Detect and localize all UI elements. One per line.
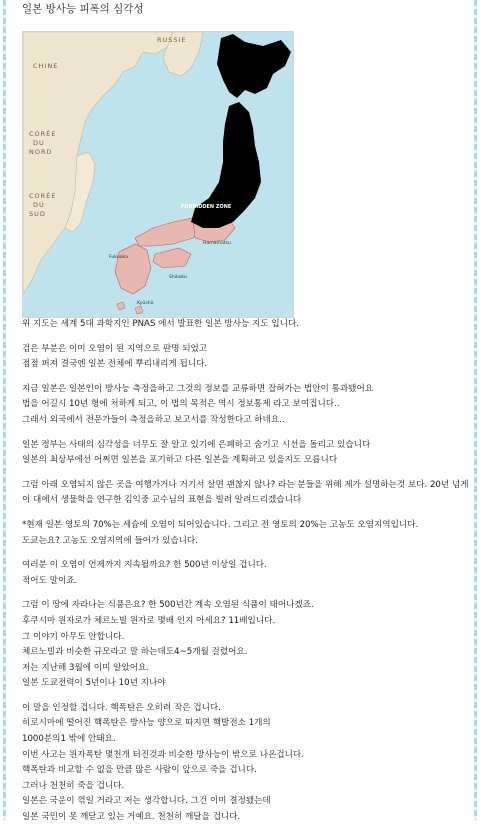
right-border-stripe bbox=[474, 0, 477, 820]
paragraph-line: 이번 사고는 원자폭탄 몇천개 터진것과 비슷한 방사능이 밖으로 나온겁니다. bbox=[22, 749, 304, 760]
paragraph-line: 검은 부분은 이미 오염이 된 지역으로 판명 되었고 bbox=[22, 343, 208, 354]
label-forbidden-zone: FORBIDDEN ZONE bbox=[181, 204, 232, 210]
paragraph-line: 이 말을 인정할 겁니다. 핵폭탄은 오히려 작은 겁니다. bbox=[22, 702, 221, 713]
paragraph-line: 히로시마에 떨어진 핵폭탄은 방사능 양으로 따지면 핵발전소 1개의 bbox=[22, 718, 271, 729]
left-border-stripe bbox=[3, 0, 6, 820]
paragraph-line: 핵폭탄과 비교할 수 없을 만큼 많은 사람이 앞으로 죽을 겁니다. bbox=[22, 765, 257, 776]
contamination-map bbox=[22, 31, 294, 318]
paragraph-line: 그러나 천천히 죽을 겁니다. bbox=[22, 780, 125, 791]
page-title: 일본 방사능 피폭의 심각성 bbox=[22, 3, 144, 15]
label-fukuoka: Fukuoka bbox=[109, 255, 128, 260]
paragraph-line: 그럼 아래 오염되지 않은 곳을 여행가거나 거기서 살면 괜찮지 않나? 라는 분들을 위해 제가 설명하는것 보다. 20년 넘게 이 대에서 생물학을 연구한 김익중 교수님의 표현을 빌려 알려드리겠습니다 bbox=[22, 479, 469, 506]
paragraph-line: 점점 퍼져 결국엔 일본 전체에 뿌리내리게 됩니다. bbox=[22, 359, 208, 370]
paragraph-line: 일본의 최상부에선 어쩌면 일본을 포기하고 다른 일본을 계획하고 있을지도 모릅니다 bbox=[22, 455, 338, 466]
paragraph-line: 일본은 국운이 꺾일 거라고 저는 생각합니다. 그건 이미 결정됐는데 bbox=[22, 796, 271, 807]
paragraph-line: 도쿄는요? 고농도 오염지역에 들어가 있습니다. bbox=[22, 535, 198, 546]
article-body bbox=[22, 317, 472, 826]
paragraph-line: 그럼 이 땅에 자라나는 식품은요? 한 500년간 계속 오염된 식품이 태어나겠죠. bbox=[22, 600, 314, 611]
label-coree-sud-1: CORÉE bbox=[29, 192, 57, 200]
label-russie: RUSSIE bbox=[157, 36, 187, 44]
paragraph-map-caption: 위 지도는 세계 5대 과학지인 PNAS 에서 발표한 일본 방사능 지도 입니다. bbox=[22, 319, 300, 329]
label-coree-nord-2: DU bbox=[33, 139, 45, 147]
label-coree-nord-3: NORD bbox=[29, 148, 53, 156]
paragraph-line: 저는 지난해 3월에 이미 알았어요. bbox=[22, 662, 150, 673]
label-coree-sud-3: SUD bbox=[29, 210, 46, 218]
paragraph-line: 지금 일본은 일본인이 방사능 측정을하고 그것의 정보를 교류하면 잡혀가는 법안이 통과됐어요 bbox=[22, 383, 374, 394]
paragraph-line: 1000분의1 밖에 안돼요. bbox=[22, 734, 116, 745]
paragraph-line: 일본 도쿄전력이 5년이나 10년 지나야 bbox=[22, 678, 166, 689]
paragraph-line: 일본 국민이 못 깨닫고 있는 거예요. 천천히 깨달을 겁니다. bbox=[22, 812, 241, 823]
label-shikoku: Shikoku bbox=[169, 275, 187, 280]
label-coree-sud-2: DU bbox=[33, 201, 45, 209]
paragraph-line: 그 이야기 아무도 안합니다. bbox=[22, 631, 125, 642]
paragraph-line: 여러분 이 오염이 언제까지 지속될까요? 한 500년 이상일 겁니다. bbox=[22, 560, 267, 571]
paragraph-line: 그래서 외국에서 전문가들이 측정을하고 보고서를 작성한다고 하네요.. bbox=[22, 414, 285, 425]
paragraph-line: *현재 일본 영토의 70%는 세슘에 오염이 되어있습니다. 그리고 전 영토의 20%는 고농도 오염지역입니다. bbox=[22, 519, 419, 530]
paragraph-line: 적어도 말이죠. bbox=[22, 575, 78, 586]
label-hamamatsu: Hamamatsu bbox=[203, 241, 231, 246]
paragraph-line: 체르노빌과 비슷한 규모라고 말 하는데도4~5개월 걸렸어요. bbox=[22, 647, 248, 658]
label-chine: CHINE bbox=[33, 62, 59, 70]
paragraph-line: 일본 정부는 사태의 심각성을 너무도 잘 알고 있기에 은폐하고 숨기고 시선을 돌리고 있습니다 bbox=[22, 439, 371, 450]
paragraph-line: 후쿠시마 원자로가 체르노빌 원자로 몇배 인지 아세요? 11배입니다. bbox=[22, 615, 276, 626]
paragraph-line: 법을 어길시 10년 형에 처하게 되고, 이 법의 목적은 역시 정보통제 라고 보여집니다.. bbox=[22, 399, 340, 410]
label-coree-nord-1: CORÉE bbox=[29, 130, 57, 138]
label-kyushu: Kyūshū bbox=[137, 301, 154, 306]
